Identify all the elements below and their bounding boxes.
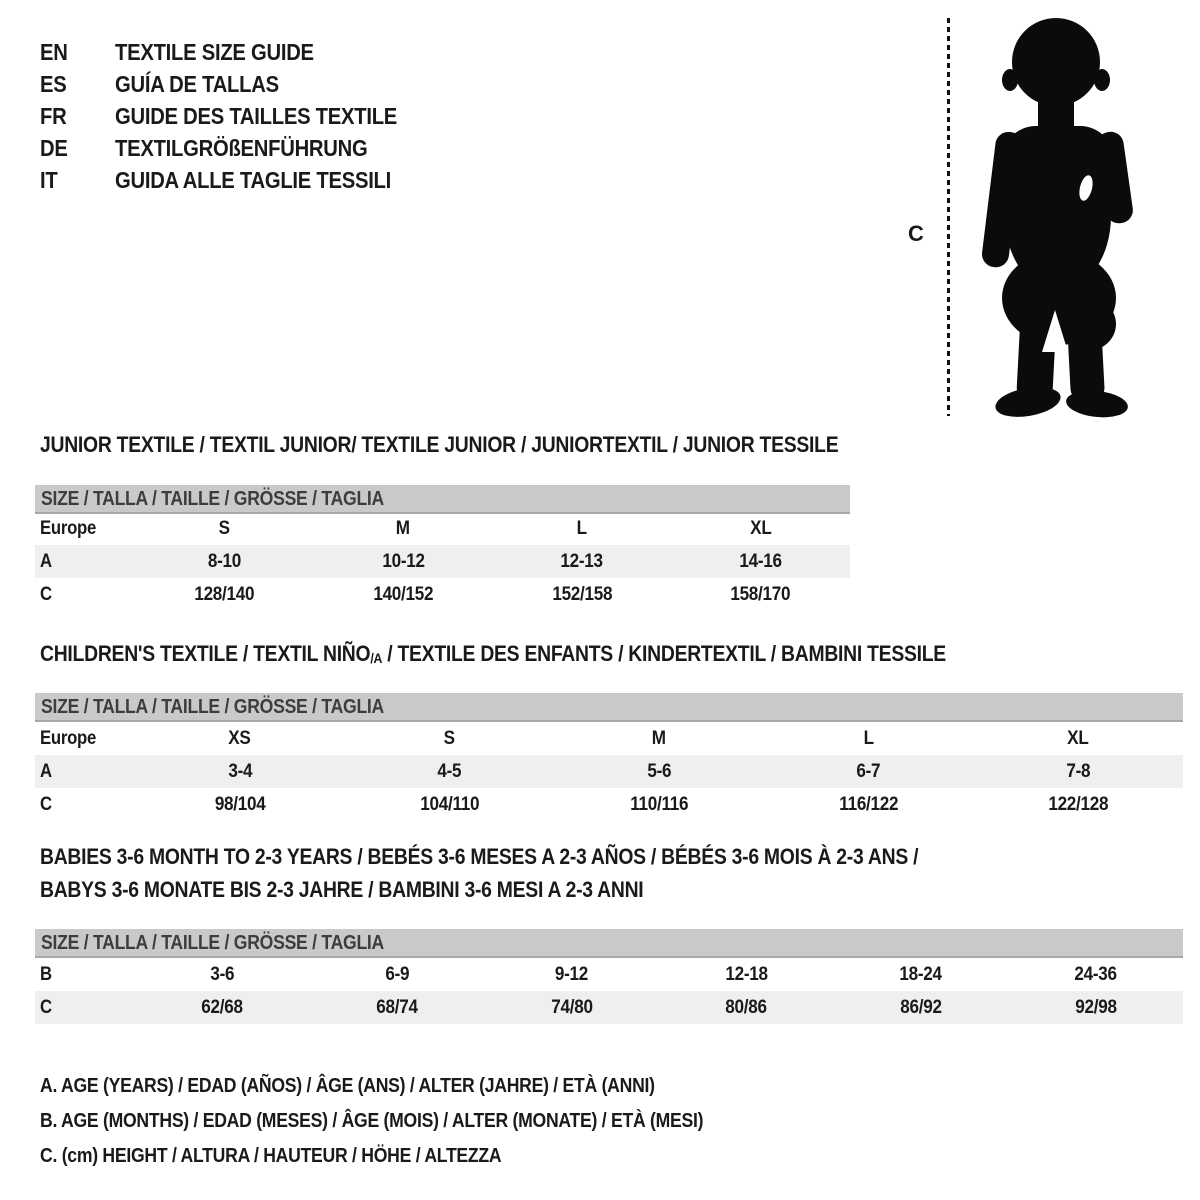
guide-title-de: TEXTILGRÖßENFÜHRUNG <box>115 135 368 161</box>
guide-title-en: TEXTILE SIZE GUIDE <box>115 39 314 65</box>
children-section-title: CHILDREN'S TEXTILE / TEXTIL NIÑO/A / TEXTILE DES ENFANTS / KINDERTEXTIL / BAMBINI TESSILE <box>40 641 946 666</box>
children-europe-row: Europe XS S M L XL <box>40 728 1089 749</box>
babies-months-row: B 3-6 6-9 9-12 12-18 18-24 24-36 <box>40 964 1117 985</box>
junior-size-header-bar: SIZE / TALLA / TAILLE / GRÖSSE / TAGLIA <box>35 485 850 514</box>
footnote-age-years: A. AGE (YEARS) / EDAD (AÑOS) / ÂGE (ANS) / ALTER (JAHRE) / ETÀ (ANNI) <box>40 1075 655 1097</box>
language-code: IT <box>40 167 58 193</box>
footnote-age-months: B. AGE (MONTHS) / EDAD (MESES) / ÂGE (MOIS) / ALTER (MONATE) / ETÀ (MESI) <box>40 1110 704 1132</box>
guide-title-it: GUIDA ALLE TAGLIE TESSILI <box>115 167 392 193</box>
children-title-subscript: /A <box>370 650 383 666</box>
language-code: ES <box>40 71 67 97</box>
junior-age-row: A 8-10 10-12 12-13 14-16 <box>35 545 850 578</box>
children-size-header-bar: SIZE / TALLA / TAILLE / GRÖSSE / TAGLIA <box>35 693 1183 722</box>
language-code: EN <box>40 39 68 65</box>
footnote-height-cm: C. (cm) HEIGHT / ALTURA / HAUTEUR / HÖHE / ALTEZZA <box>40 1145 502 1167</box>
children-age-row: A 3-4 4-5 5-6 6-7 7-8 <box>35 755 1183 788</box>
toddler-silhouette-image <box>966 16 1134 420</box>
language-code: DE <box>40 135 68 161</box>
guide-title-es: GUÍA DE TALLAS <box>115 71 279 97</box>
junior-section-title: JUNIOR TEXTILE / TEXTIL JUNIOR/ TEXTILE JUNIOR / JUNIORTEXTIL / JUNIOR TESSILE <box>40 432 839 457</box>
silhouette-head <box>1012 18 1100 106</box>
junior-europe-row: Europe S M L XL <box>40 518 772 539</box>
children-height-row: C 98/104 104/110 110/116 116/122 122/128 <box>40 794 1109 815</box>
height-measure-label: C <box>908 221 924 246</box>
babies-section-title-line2: BABYS 3-6 MONATE BIS 2-3 JAHRE / BAMBINI 3-6 MESI A 2-3 ANNI <box>40 877 644 902</box>
babies-height-row: C 62/68 68/74 74/80 80/86 86/92 92/98 <box>35 991 1183 1024</box>
guide-title-fr: GUIDE DES TAILLES TEXTILE <box>115 103 398 129</box>
junior-height-row: C 128/140 140/152 152/158 158/170 <box>40 584 791 605</box>
height-measure-dashed-line <box>947 18 950 416</box>
language-code: FR <box>40 103 67 129</box>
babies-section-title-line1: BABIES 3-6 MONTH TO 2-3 YEARS / BEBÉS 3-6 MESES A 2-3 AÑOS / BÉBÉS 3-6 MOIS À 2-3 ANS / <box>40 844 919 869</box>
babies-size-header-bar: SIZE / TALLA / TAILLE / GRÖSSE / TAGLIA <box>35 929 1183 958</box>
